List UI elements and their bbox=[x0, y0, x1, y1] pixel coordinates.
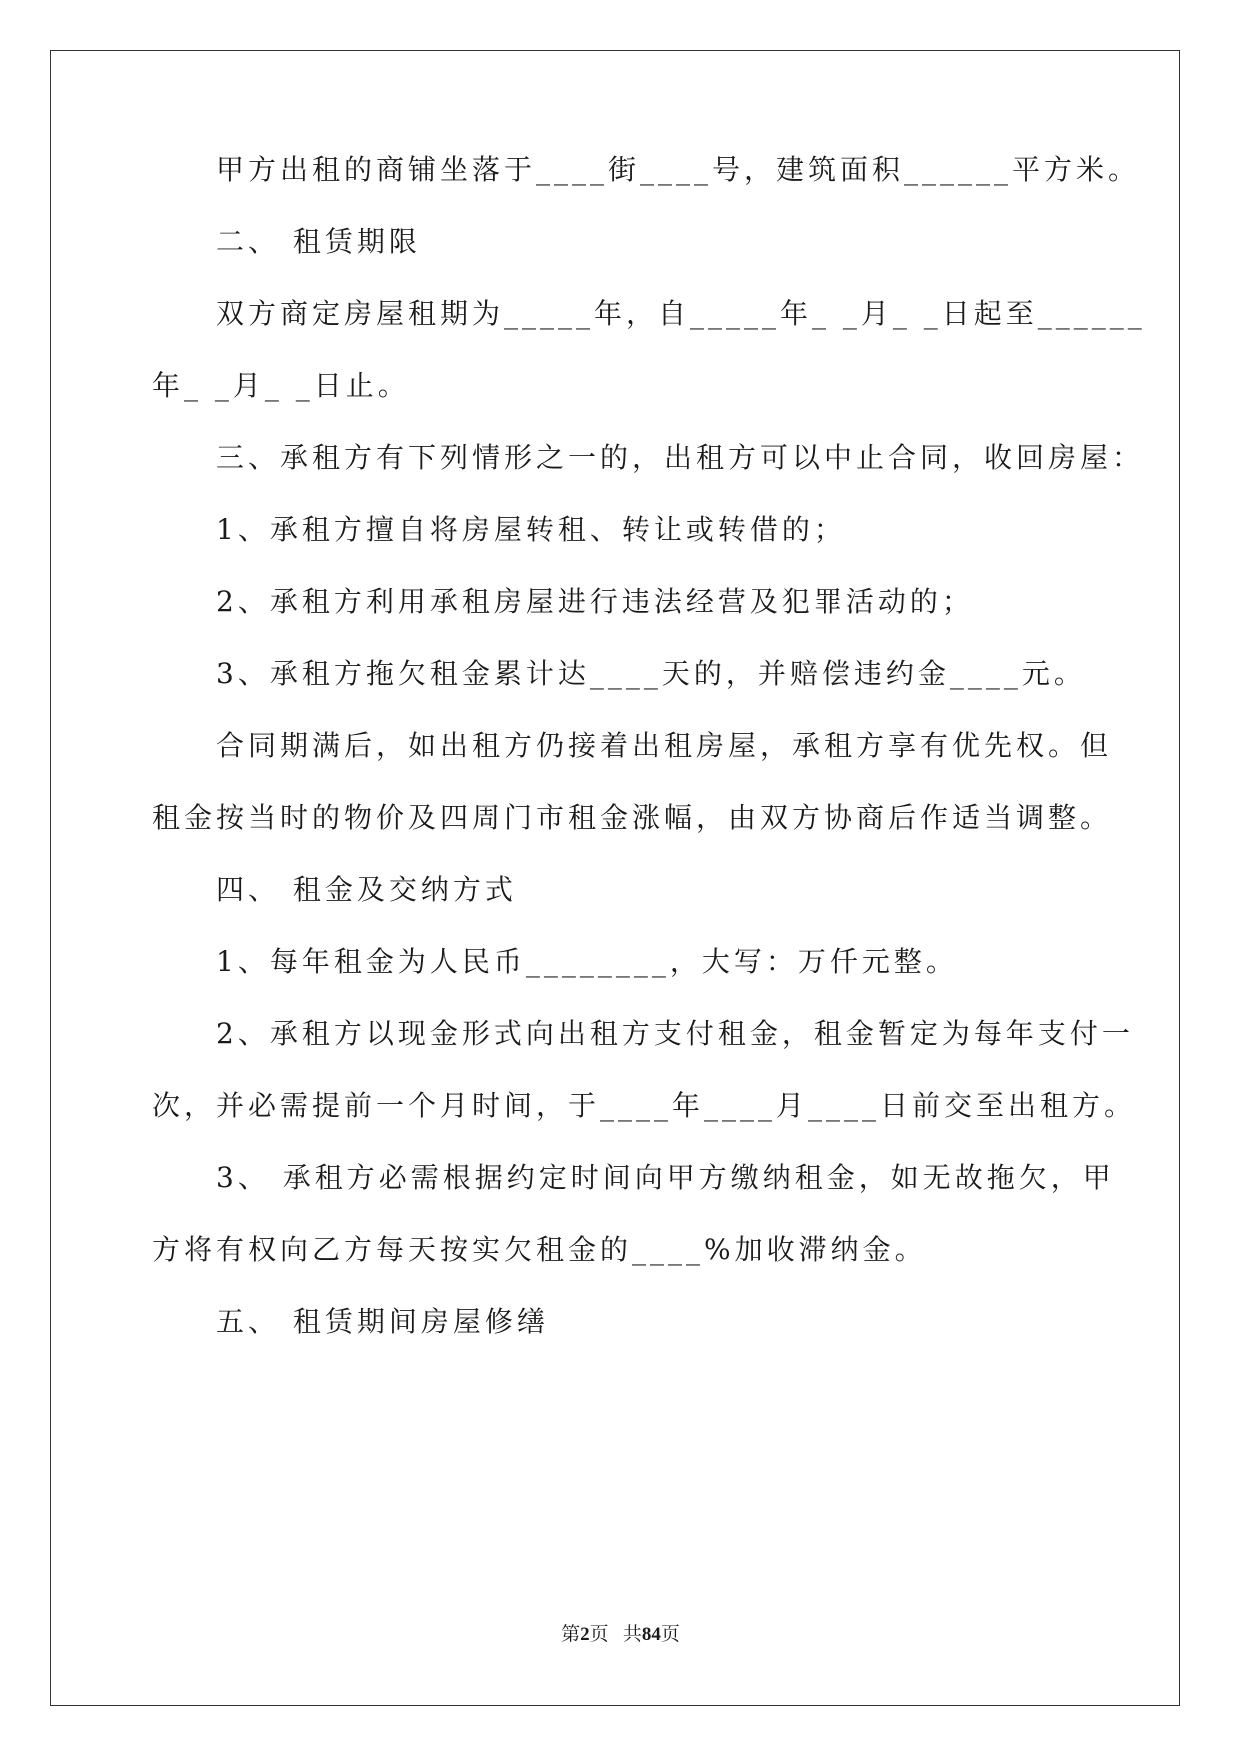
paragraph-line: 租金按当时的物价及四周门市租金涨幅，由双方协商后作适当调整。 bbox=[152, 801, 1113, 834]
list-item: 2、承租方利用承租房屋进行违法经营及犯罪活动的； bbox=[216, 585, 974, 618]
paragraph-line: 双方商定房屋租期为_____年，自_____年_ _月_ _日起至______ bbox=[216, 297, 1146, 330]
section-heading: 二、 租赁期限 bbox=[216, 225, 421, 258]
paragraph-line: 次，并必需提前一个月时间，于____年____月____日前交至出租方。 bbox=[152, 1089, 1137, 1122]
section-heading: 四、 租金及交纳方式 bbox=[216, 873, 517, 906]
footer-prefix: 第 bbox=[561, 1624, 581, 1645]
paragraph-line: 甲方出租的商铺坐落于____街____号，建筑面积______平方米。 bbox=[216, 153, 1141, 186]
paragraph-line: 方将有权向乙方每天按实欠租金的____%加收滞纳金。 bbox=[152, 1233, 927, 1266]
footer-suffix: 页 bbox=[660, 1624, 680, 1645]
paragraph-line: 年_ _月_ _日止。 bbox=[152, 369, 410, 402]
page-footer bbox=[0, 1622, 1241, 1648]
current-page-number: 2 bbox=[580, 1624, 590, 1645]
section-heading: 三、承租方有下列情形之一的，出租方可以中止合同，收回房屋： bbox=[216, 441, 1145, 474]
list-item: 3、承租方拖欠租金累计达____天的，并赔偿违约金____元。 bbox=[216, 657, 1086, 690]
section-heading: 五、 租赁期间房屋修缮 bbox=[216, 1305, 549, 1338]
list-item: 3、 承租方必需根据约定时间向甲方缴纳租金，如无故拖欠，甲 bbox=[216, 1161, 1115, 1194]
paragraph-line: 合同期满后，如出租方仍接着出租房屋，承租方享有优先权。但 bbox=[216, 729, 1113, 762]
list-item: 2、承租方以现金形式向出租方支付租金，租金暂定为每年支付一 bbox=[216, 1017, 1134, 1050]
total-pages-number: 84 bbox=[641, 1624, 661, 1645]
list-item: 1、承租方擅自将房屋转租、转让或转借的； bbox=[216, 513, 846, 546]
list-item: 1、每年租金为人民币________，大写：万仟元整。 bbox=[216, 945, 958, 978]
footer-mid: 页 共 bbox=[589, 1624, 642, 1645]
